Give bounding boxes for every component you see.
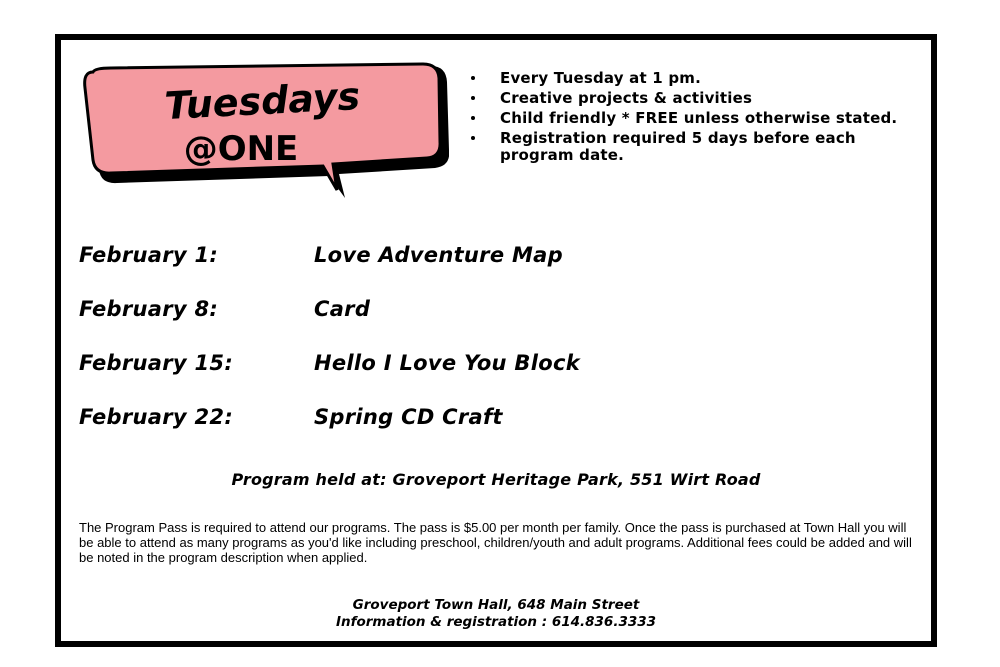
schedule-date: February 15: [79, 351, 234, 375]
program-schedule [79, 243, 919, 459]
schedule-date: February 1: [79, 243, 219, 267]
bullet-item: Registration required 5 days before each program date. [471, 130, 921, 164]
info-bullets [471, 70, 921, 167]
schedule-row [79, 243, 919, 297]
schedule-row [79, 297, 919, 351]
schedule-date: February 22: [79, 405, 234, 429]
schedule-row [79, 351, 919, 405]
program-pass-text: The Program Pass is required to attend our programs. The pass is $5.00 per month per family. Once the pass is purchased at Town Hall you will be able to attend as many programs as you'd like including preschool, children/youth and adult programs. Additional fees could be added and will be noted in the program description when applied. [79, 520, 912, 565]
bullet-dot-icon [471, 76, 475, 80]
schedule-event: Hello I Love You Block [314, 351, 580, 375]
schedule-event: Card [314, 297, 371, 321]
bullet-item: Every Tuesday at 1 pm. [471, 70, 921, 87]
footer-phone: Information & registration : 614.836.3333 [335, 614, 657, 630]
bullet-item: Child friendly * FREE unless otherwise stated. [471, 110, 921, 127]
schedule-row [79, 405, 919, 459]
footer-address: Groveport Town Hall, 648 Main Street [352, 597, 640, 613]
logo-line1: Tuesdays [163, 73, 362, 129]
bullet-item: Creative projects & activities [471, 90, 921, 107]
schedule-event: Spring CD Craft [314, 405, 503, 429]
speech-bubble-icon [83, 62, 449, 198]
tuesdays-at-one-logo [83, 62, 449, 198]
program-location: Program held at: Groveport Heritage Park, 551 Wirt Road [231, 470, 761, 489]
schedule-event: Love Adventure Map [314, 243, 563, 267]
bullet-dot-icon [471, 136, 475, 140]
flyer [55, 34, 937, 647]
bullet-dot-icon [471, 96, 475, 100]
schedule-date: February 8: [79, 297, 219, 321]
bullet-dot-icon [471, 116, 475, 120]
logo-line2: @ONE [183, 129, 299, 169]
footer-contact [61, 597, 931, 631]
